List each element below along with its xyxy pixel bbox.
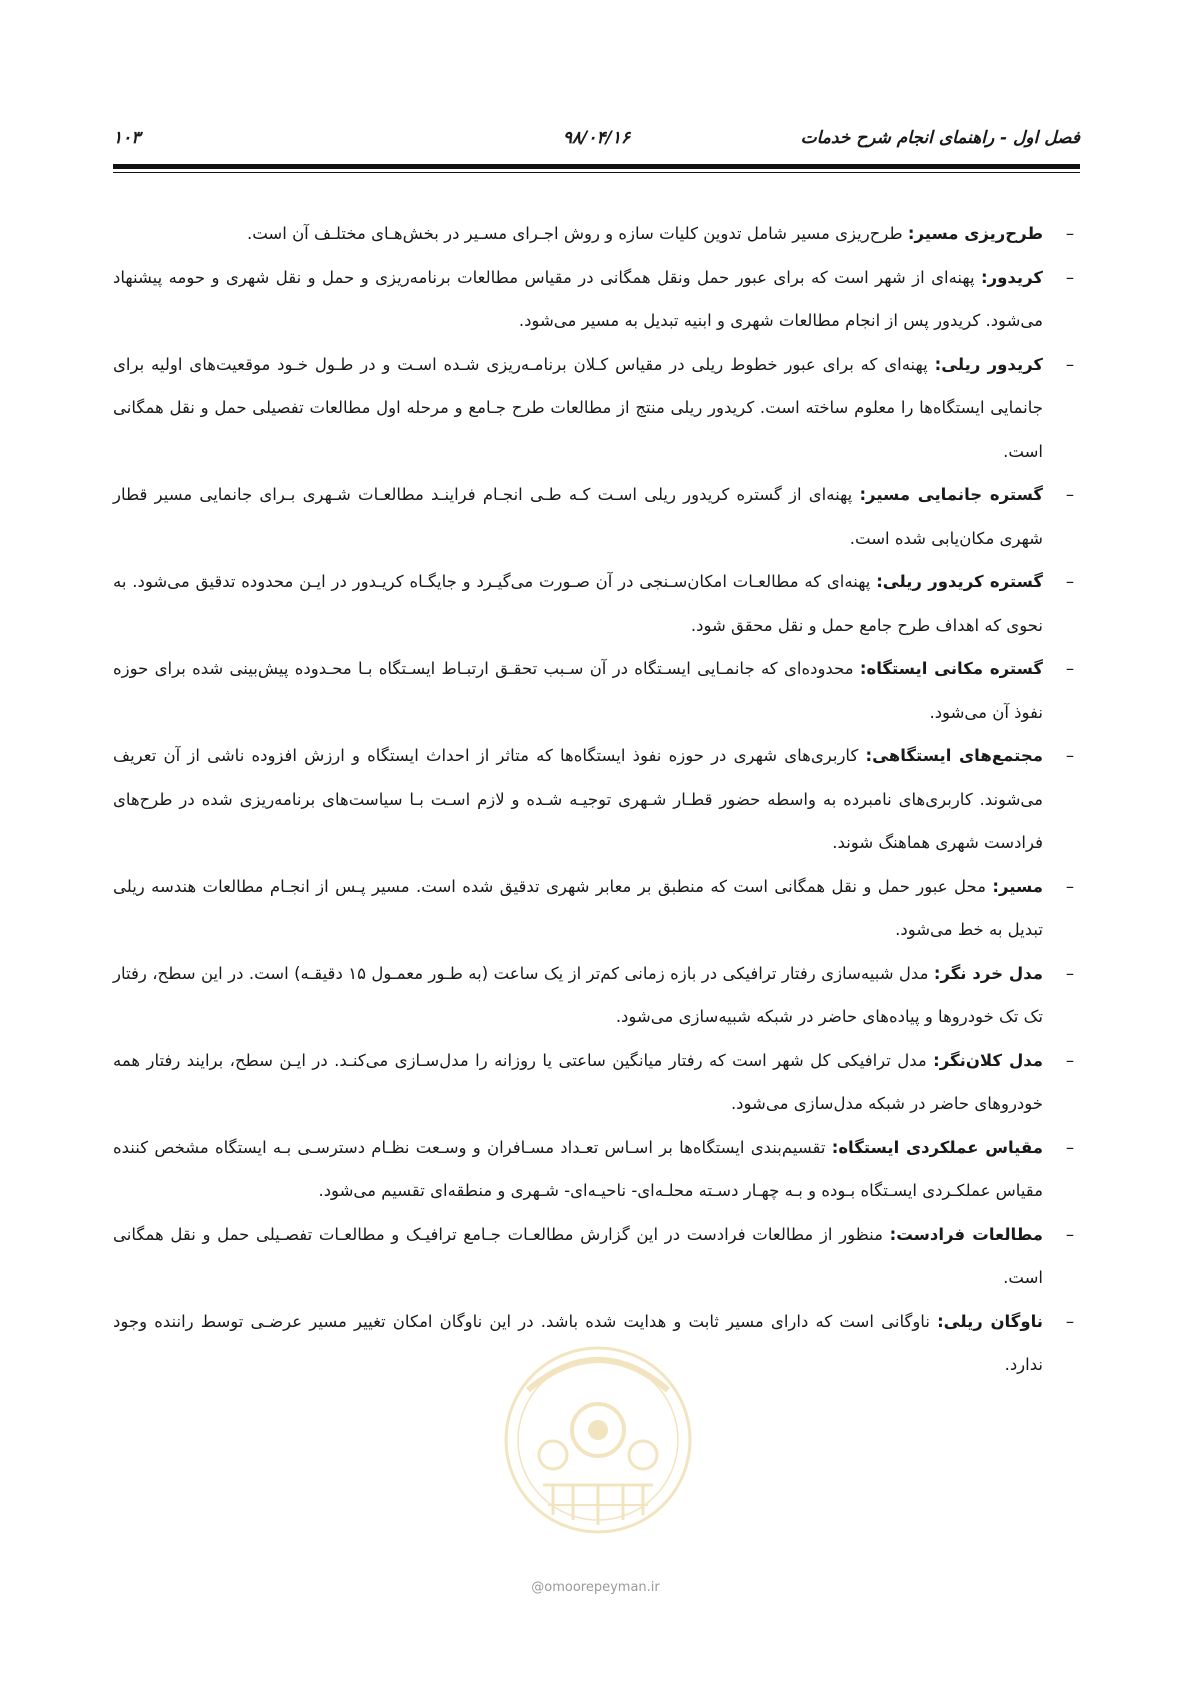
bullet-dash: –	[1065, 876, 1075, 896]
definition-item	[113, 212, 1080, 256]
bullet-dash: –	[1065, 354, 1075, 374]
definition-term: مقیاس عملکردی ایستگاه:	[831, 1137, 1043, 1157]
bullet-dash: –	[1065, 267, 1075, 287]
page-header	[113, 128, 1080, 158]
bullet-dash: –	[1065, 1050, 1075, 1070]
definition-term: مسیر:	[992, 876, 1043, 896]
definition-term: مدل کلان‌نگر:	[933, 1050, 1044, 1070]
definition-item	[113, 647, 1080, 734]
header-rule-thin	[113, 172, 1080, 173]
definition-term: مطالعات فرادست:	[889, 1224, 1044, 1244]
definition-text: منظور از مطالعات فرادست در این گزارش مطالعـات جـامع ترافیـک و مطالعـات تفصـیلی حمل و نقل همگانی است.	[113, 1224, 1043, 1287]
bullet-dash: –	[1065, 1311, 1075, 1331]
definition-text: پهنه‌ای از شهر است که برای عبور حمل ونقل همگانی در مقیاس مطالعات برنامه‌ریزی و حمل و نقل شهری و حومه پیشنهاد می‌شود. کریدور پس از انجام مطالعات شهری و ابنیه تبدیل به مسیر می‌شود.	[113, 267, 1043, 330]
header-date: ۹۸/۰۴/۱۶	[562, 128, 631, 148]
definition-item	[113, 473, 1080, 560]
chapter-title: فصل اول - راهنمای انجام شرح خدمات	[800, 128, 1080, 148]
page-number: ۱۰۳	[113, 128, 141, 148]
bullet-dash: –	[1065, 224, 1075, 243]
definition-item	[113, 1126, 1080, 1213]
bullet-dash: –	[1065, 1224, 1075, 1244]
definition-item	[113, 734, 1080, 865]
definition-item	[113, 952, 1080, 1039]
definition-item	[113, 865, 1080, 952]
bullet-dash: –	[1065, 485, 1075, 504]
definition-text: کاربری‌های شهری در حوزه نفوذ ایستگاه‌ها که متاثر از احداث ایستگاه و ارزش افزوده ناشی از آن تعریف می‌شوند. کاربری‌های نامبرده به واسطه حضور قطـار شـهری توجیـه شـده و لازم اسـت بـا سیاست‌های برنامه‌ریزی شده در طرح‌های فرادست شهری هماهنگ شوند.	[113, 746, 1043, 852]
definition-term: گستره جانمایی مسیر:	[859, 485, 1043, 504]
definition-text: ناوگانی است که دارای مسیر ثابت و هدایت شده باشد. در این ناوگان امکان تغییر مسیر عرضـی توسط راننده وجود ندارد.	[113, 1311, 1043, 1374]
bullet-dash: –	[1065, 1137, 1075, 1157]
definition-text: پهنه‌ای از گستره کریدور ریلی اسـت کـه طـی انجـام فراینـد مطالعـات شـهری بـرای جانمایی مسیر قطار شهری مکان‌یابی شده است.	[113, 485, 1043, 548]
definition-text: تقسیم‌بندی ایستگاه‌ها بر اسـاس تعـداد مسـافران و وسـعت نظـام دسترسـی بـه ایستگاه مشخص کننده مقیاس عملکـردی ایسـتگاه بـوده و بـه چهـار دسـته محلـه‌ای- ناحیـه‌ای- شـهری و منطقه‌ای تقسیم می‌شود.	[113, 1137, 1043, 1200]
definition-term: گستره مکانی ایستگاه:	[859, 659, 1043, 678]
definition-text: مدل شبیه‌سازی رفتار ترافیکی در بازه زمانی کم‌تر از یک ساعت (به طـور معمـول ۱۵ دقیقـه) است. در این سطح، رفتار تک تک خودروها و پیاده‌های حاضر در شبکه شبیه‌سازی می‌شود.	[113, 963, 1043, 1026]
definition-term: مدل خرد نگر:	[933, 963, 1043, 983]
definition-term: مجتمع‌های ایستگاهی:	[865, 746, 1043, 765]
bullet-dash: –	[1065, 659, 1075, 678]
bullet-dash: –	[1065, 746, 1075, 765]
definition-item	[113, 256, 1080, 343]
definition-term: کریدور ریلی:	[934, 354, 1044, 374]
definition-term: طرح‌ریزی مسیر:	[907, 224, 1043, 243]
definition-text: مدل ترافیکی کل شهر است که رفتار میانگین ساعتی یا روزانه را مدل‌سـازی می‌کنـد. در ایـن سطح، برایند رفتار همه خودروهای حاضر در شبکه مدل‌سازی می‌شود.	[113, 1050, 1043, 1113]
definition-item	[113, 560, 1080, 647]
header-rule-thick	[113, 164, 1080, 169]
definition-item	[113, 1213, 1080, 1300]
definition-term: ناوگان ریلی:	[937, 1311, 1043, 1331]
definition-text: محدوده‌ای که جانمـایی ایسـتگاه در آن سـبب تحقـق ارتبـاط ایسـتگاه بـا محـدوده پیش‌بینی شده برای حوزه نفوذ آن می‌شود.	[113, 659, 1043, 722]
bullet-dash: –	[1065, 572, 1075, 591]
definition-item	[113, 1300, 1080, 1387]
definition-item	[113, 1039, 1080, 1126]
definition-item	[113, 343, 1080, 474]
watermark-url: @omoorepeyman.ir	[531, 1580, 660, 1595]
bullet-dash: –	[1065, 963, 1075, 983]
definition-text: محل عبور حمل و نقل همگانی است که منطبق بر معابر شهری تدقیق شده است. مسیر پـس از انجـام مطالعات هندسه ریلی تبدیل به خط می‌شود.	[113, 876, 1043, 939]
definition-term: کریدور:	[981, 267, 1043, 287]
definition-term: گستره کریدور ریلی:	[876, 572, 1043, 591]
definition-text: پهنه‌ای که برای عبور خطوط ریلی در مقیاس کـلان برنامـه‌ریزی شـده اسـت و در طـول خـود موقعیت‌های اولیه برای جانمایی ایستگاه‌ها را معلوم ساخته است. کریدور ریلی منتج از مطالعات طرح جـامع و مرحله اول مطالعات تفصیلی حمل و نقل همگانی است.	[113, 354, 1043, 461]
definition-text: پهنه‌ای که مطالعـات امکان‌سـنجی در آن صـورت می‌گیـرد و جایگـاه کریـدور در ایـن محدوده تدقیق می‌شود. به نحوی که اهداف طرح جامع حمل و نقل محقق شود.	[113, 572, 1043, 635]
definition-text: طرح‌ریزی مسیر شامل تدوین کلیات سازه و روش اجـرای مسـیر در بخش‌هـای مختلـف آن است.	[246, 224, 908, 243]
definitions-list	[113, 212, 1080, 1387]
